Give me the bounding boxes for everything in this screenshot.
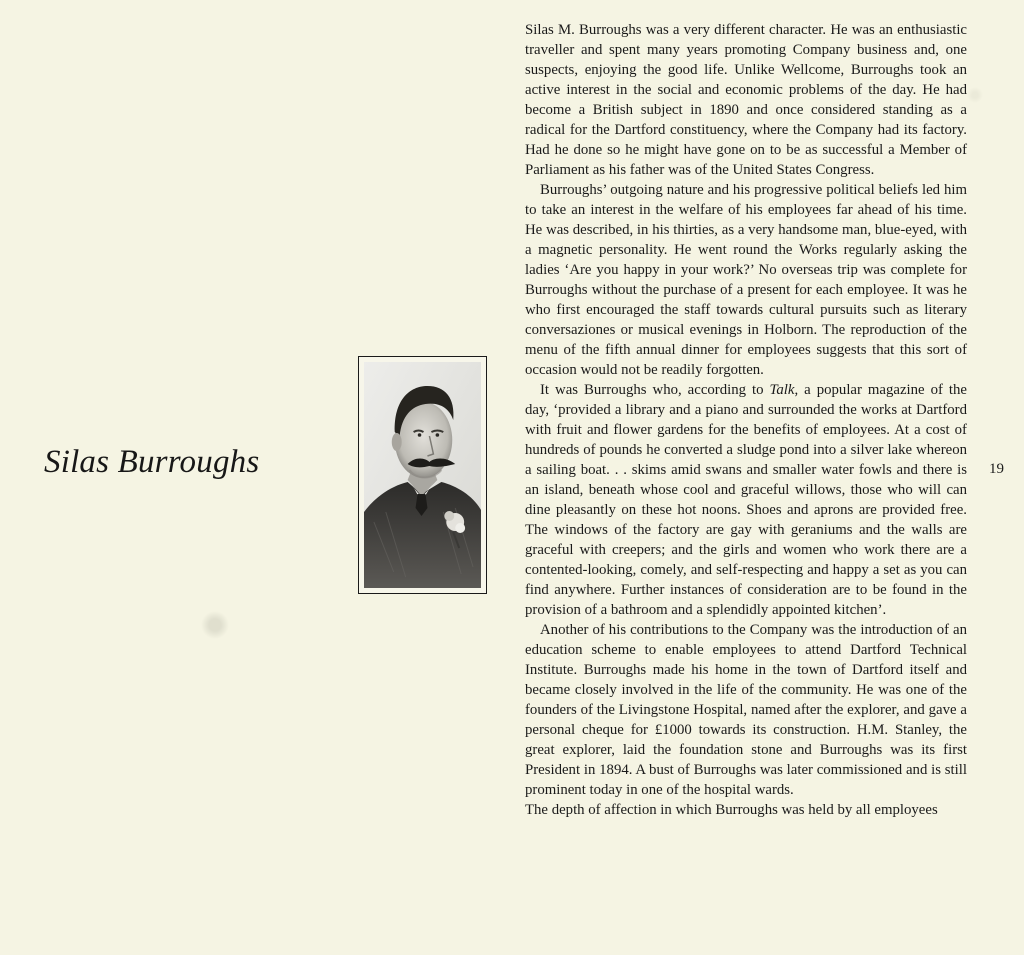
- paragraph-text: , a popular magazine of the day, ‘provided a library and a piano and surrounded the works at Dartford with fruit and flower gardens for the benefits of employees. At a cost of hundreds of pounds he converted a sludge pond into a silver lake whereon a sailing boat. . . skims amid swans and smaller water fowls and there is an island, beneath whose cool and graceful willows, those who will can dine pleasantly on these hot noons. Shoes and aprons are provided free. The windows of the factory are gay with geraniums and the walls are graceful with creepers; and the girls and women who work there are a contented-looking, comely, and self-respecting and happy a set as you can find anywhere. Further instances of consideration are to be found in the provision of a bathroom and a splendidly appointed kitchen’.: [525, 382, 967, 618]
- body-paragraph: Burroughs’ outgoing nature and his progressive political beliefs led him to take an interest in the welfare of his employees far ahead of his time. He was described, in his thirties, as a very handsome man, blue-eyed, with a magnetic personality. He went round the Works regularly asking the ladies ‘Are you happy in your work?’ No overseas trip was complete for Burroughs without the purchase of a present for each employee. It was he who first encouraged the staff towards cultural pursuits such as literary conversaziones or musical evenings in Holborn. The reproduction of the menu of the fifth annual dinner for employees suggests that this sort of occasion would not be readily forgotten.: [525, 182, 967, 378]
- body-paragraph: Another of his contributions to the Company was the introduction of an education scheme to enable employees to attend Dartford Technical Institute. Burroughs made his home in the town of Dartford itself and became closely involved in the life of the community. He was one of the founders of the Livingstone Hospital, named after the explorer, and gave a personal cheque for £1000 towards its construction. H.M. Stanley, the great explorer, laid the foundation stone and Burroughs was its first President in 1894. A bust of Burroughs was later commissioned and is still prominent today in one of the hospital wards.: [525, 622, 967, 798]
- paragraph-text: It was Burroughs who, according to: [540, 382, 770, 398]
- magazine-title: Talk: [769, 382, 795, 398]
- body-paragraph: [525, 380, 967, 620]
- page-number: 19: [989, 461, 1004, 477]
- portrait-caption: Silas Burroughs: [44, 444, 260, 480]
- body-paragraph: The depth of affection in which Burroughs was held by all employees: [525, 802, 938, 818]
- portrait-photo: [364, 362, 481, 588]
- body-paragraph: Silas M. Burroughs was a very different character. He was an enthusiastic traveller and spent many years promoting Company business and, one suspects, enjoying the good life. Unlike Wellcome, Burroughs took an active interest in the social and economic problems of the day. He had become a British subject in 1890 and once considered standing as a radical for the Dartford constituency, where the Company had its factory. Had he done so he might have gone on to be as successful a Member of Parliament as his father was of the United States Congress.: [525, 22, 967, 178]
- body-text-column: [525, 20, 967, 820]
- portrait-photo-frame: [358, 356, 487, 594]
